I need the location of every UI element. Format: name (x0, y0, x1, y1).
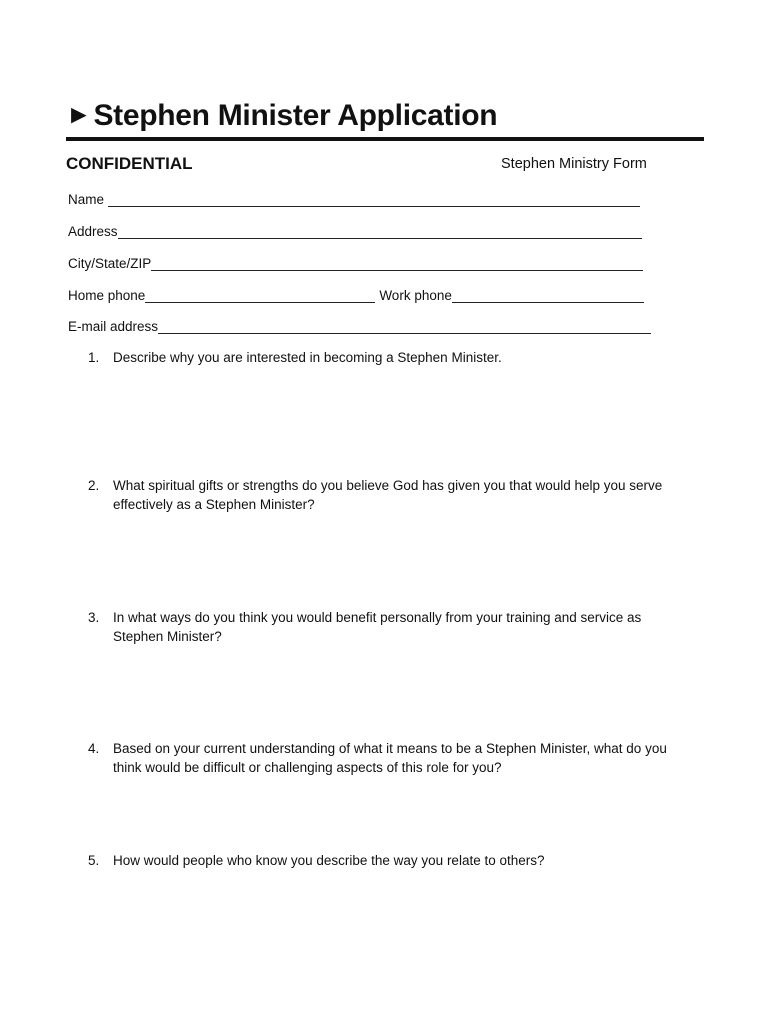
right-pointer-icon: ► (66, 99, 92, 129)
question-text: Describe why you are interested in becoming a Stephen Minister. (113, 350, 502, 365)
question-text: In what ways do you think you would benefit personally from your training and service as Stephen Minister? (113, 610, 642, 644)
question-item (88, 348, 688, 367)
question-text: Based on your current understanding of what it means to be a Stephen Minister, what do you think would be difficult or challenging aspects of this role for you? (113, 741, 667, 775)
question-text: What spiritual gifts or strengths do you believe God has given you that would help you serve effectively as a Stephen Minister? (113, 478, 663, 512)
city-state-zip-field-row (68, 254, 643, 272)
work-phone-label: Work phone (379, 288, 452, 303)
home-phone-input-line[interactable] (145, 288, 375, 303)
page-title-text: Stephen Minister Application (93, 99, 498, 132)
question-text: How would people who know you describe the way you relate to others? (113, 853, 545, 868)
question-number: 1. (88, 350, 100, 365)
home-phone-label: Home phone (68, 288, 146, 303)
name-field-row (68, 190, 640, 208)
form-name-label: Stephen Ministry Form (501, 156, 647, 172)
phone-field-row (68, 286, 644, 304)
name-label: Name (68, 192, 105, 207)
title-divider (66, 137, 704, 141)
email-label: E-mail address (68, 319, 159, 334)
address-input-line[interactable] (118, 224, 642, 239)
question-item (88, 851, 688, 870)
question-item (88, 739, 688, 777)
question-number: 3. (88, 610, 100, 625)
email-input-line[interactable] (158, 319, 651, 334)
question-number: 5. (88, 853, 100, 868)
city-state-zip-input-line[interactable] (151, 256, 643, 271)
city-state-zip-label: City/State/ZIP (68, 256, 152, 271)
email-field-row (68, 317, 651, 335)
question-number: 4. (88, 741, 100, 756)
page-title (66, 92, 497, 138)
confidential-label: CONFIDENTIAL (66, 154, 193, 173)
address-field-row (68, 222, 642, 240)
question-number: 2. (88, 478, 100, 493)
question-item (88, 476, 688, 514)
address-label: Address (68, 224, 118, 239)
name-input-line[interactable] (108, 192, 640, 207)
work-phone-input-line[interactable] (452, 288, 644, 303)
question-item (88, 608, 688, 646)
